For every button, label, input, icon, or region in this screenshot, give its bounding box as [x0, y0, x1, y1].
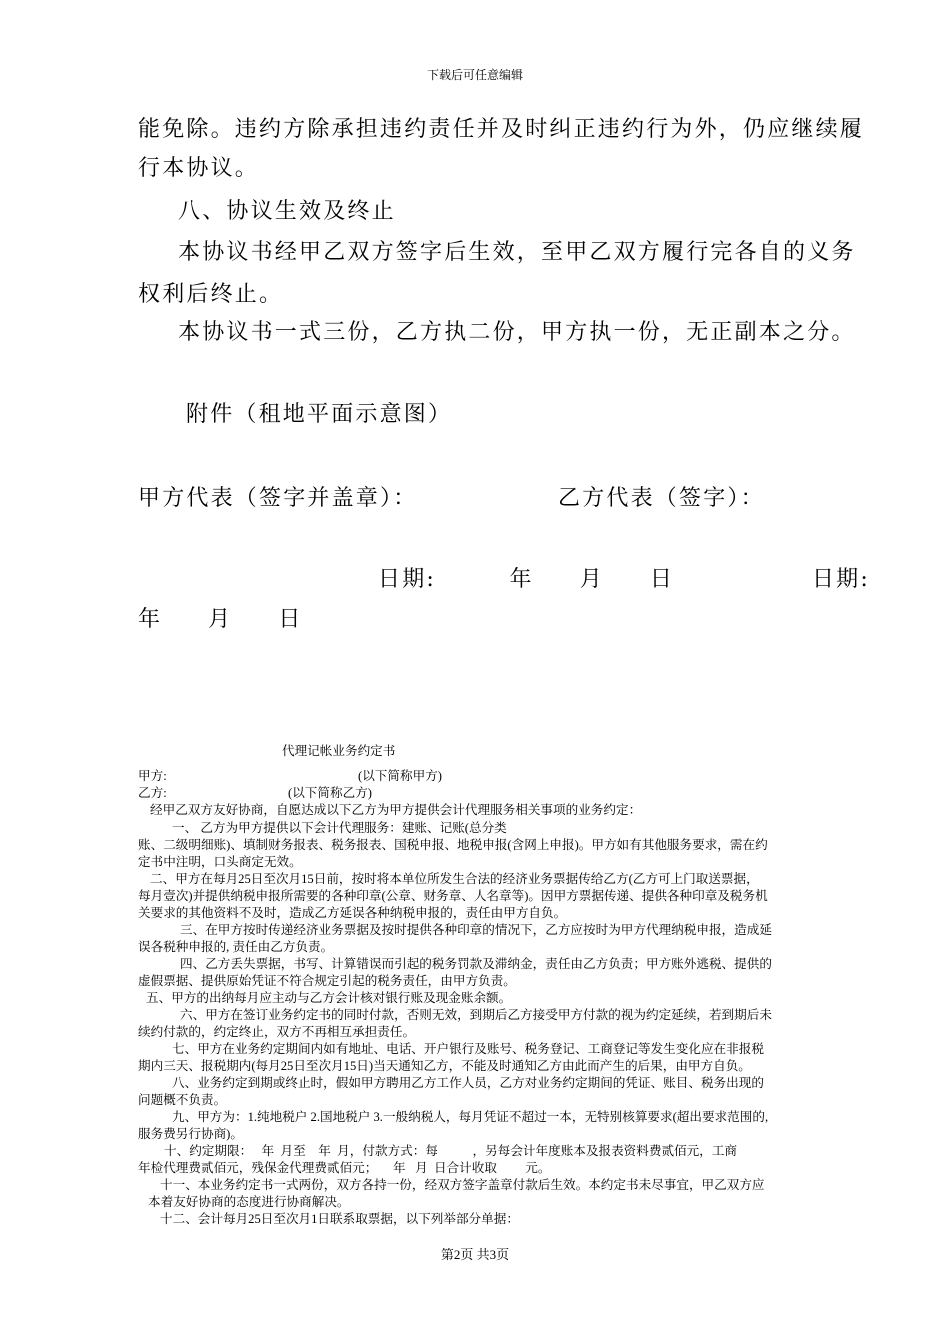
contract-line: 经甲乙双方友好协商，自愿达成以下乙方为甲方提供会计代理服务相关事项的业务约定：	[150, 803, 642, 817]
party-a-representative: 甲方代表（签字并盖章）：	[138, 486, 418, 511]
body-line: 本协议书一式三份，乙方执二份，甲方执一份，无正副本之分。	[178, 320, 856, 345]
page-header: 下载后可任意编辑	[426, 68, 523, 82]
contract-line: 误各税种申报的, 责任由乙方负责。	[138, 940, 334, 954]
contract-line: 四、乙方丢失票据，书写、计算错误而引起的税务罚款及滞纳金，责任由乙方负责；甲方账外逃税、提供的	[180, 957, 772, 971]
contract-line: 七、甲方在业务约定期间内如有地址、电话、开户银行及账号、税务登记、工商登记等发生变化应在非报税	[172, 1042, 764, 1056]
date-line: 年 月 日	[138, 607, 303, 632]
party-b-representative: 乙方代表（签字）：	[558, 486, 765, 511]
contract-title: 代理记帐业务约定书	[282, 744, 396, 758]
contract-line: 服务费另行协商)。	[138, 1127, 243, 1141]
contract-line: 十二、会计每月25日至次月1日联系取票据，以下列举部分单据：	[160, 1212, 519, 1226]
contract-line: 十一、本业务约定书一式两份，双方各持一份，经双方签字盖章付款后生效。本约定书未尽事宜，甲乙双方应	[160, 1178, 765, 1192]
contract-line: 六、甲方在签订业务约定书的同时付款，否则无效，到期后乙方接受甲方付款的视为约定延续，若到期后未	[180, 1008, 772, 1022]
body-line: 权利后终止。	[138, 282, 284, 307]
contract-line: 续约付款的，约定终止，双方不再相互承担责任。	[138, 1025, 416, 1039]
body-line: 行本协议。	[138, 156, 260, 181]
body-line: 本协议书经甲乙双方签字后生效，至甲乙双方履行完各自的义务	[178, 240, 856, 265]
contract-line: 八、业务约定到期或终止时，假如甲方聘用乙方工作人员，乙方对业务约定期间的凭证、账目、税务出现的	[172, 1076, 764, 1090]
contract-line: 定书中注明，口头商定无效。	[138, 855, 302, 869]
contract-line: 二、甲方在每月25日至次月15日前，按时将本单位所发生合法的经济业务票据传给乙方(乙方可上门取送票据，	[150, 872, 759, 886]
party-a-label: 甲方:	[138, 769, 167, 783]
body-line: 能免除。违约方除承担违约责任并及时纠正违约行为外，仍应继续履	[138, 117, 865, 142]
contract-line: 关要求的其他资料不及时，造成乙方延误各种纳税申报的，责任由甲方自负。	[138, 906, 567, 920]
page-footer: 第2页 共3页	[440, 1247, 510, 1262]
attachment-note: 附件（租地平面示意图）	[186, 402, 453, 427]
contract-line: 虚假票据、提供原始凭证不符合规定引起的税务责任，由甲方负责。	[138, 974, 516, 988]
section-heading: 八、协议生效及终止	[178, 199, 396, 224]
contract-line: 十、约定期限： 年 月至 年 月，付款方式：每 ，另每会计年度账本及报表资料费贰佰元，工商	[164, 1144, 738, 1158]
party-b-label: 乙方:	[138, 786, 167, 800]
contract-line: 账、二级明细账)、填制财务报表、税务报表、国税申报、地税申报(含网上申报)。甲方如有其他服务要求，需在约	[138, 838, 768, 852]
contract-line: 三、在甲方按时传递经济业务票据及按时提供各种印章的情况下，乙方应按时为甲方代理纳税申报，造成延	[180, 923, 772, 937]
contract-line: 每月壹次)并提供纳税申报所需要的各种印章(公章、财务章、人名章等)。因甲方票据传递、提供各种印章及税务机	[138, 889, 768, 903]
contract-line: 一、 乙方为甲方提供以下会计代理服务：建账、记账(总分类	[172, 821, 507, 835]
date-line: 日期: 年 月 日 日期:	[378, 567, 870, 592]
party-a-note: (以下简称甲方)	[358, 769, 442, 783]
contract-line: 期内三天、报税期内(每月25日至次月15日)当天通知乙方，不能及时通知乙方由此而产生的后果，由甲方自负。	[138, 1059, 751, 1073]
party-b-note: (以下简称乙方)	[288, 786, 372, 800]
contract-line: 五、甲方的出纳每月应主动与乙方会计核对银行账及现金账余额。	[146, 991, 512, 1005]
contract-line: 九、甲方为：1.纯地税户 2.国地税户 3.一般纳税人，每月凭证不超过一本，无特别核算要求(超出要求范围的,	[172, 1110, 769, 1124]
contract-line: 本着友好协商的态度进行协商解决。	[148, 1195, 350, 1209]
contract-line: 问题概不负责。	[138, 1093, 227, 1107]
contract-line: 年检代理费贰佰元，残保金代理费贰佰元； 年 月 日合计收取 元。	[138, 1161, 551, 1175]
